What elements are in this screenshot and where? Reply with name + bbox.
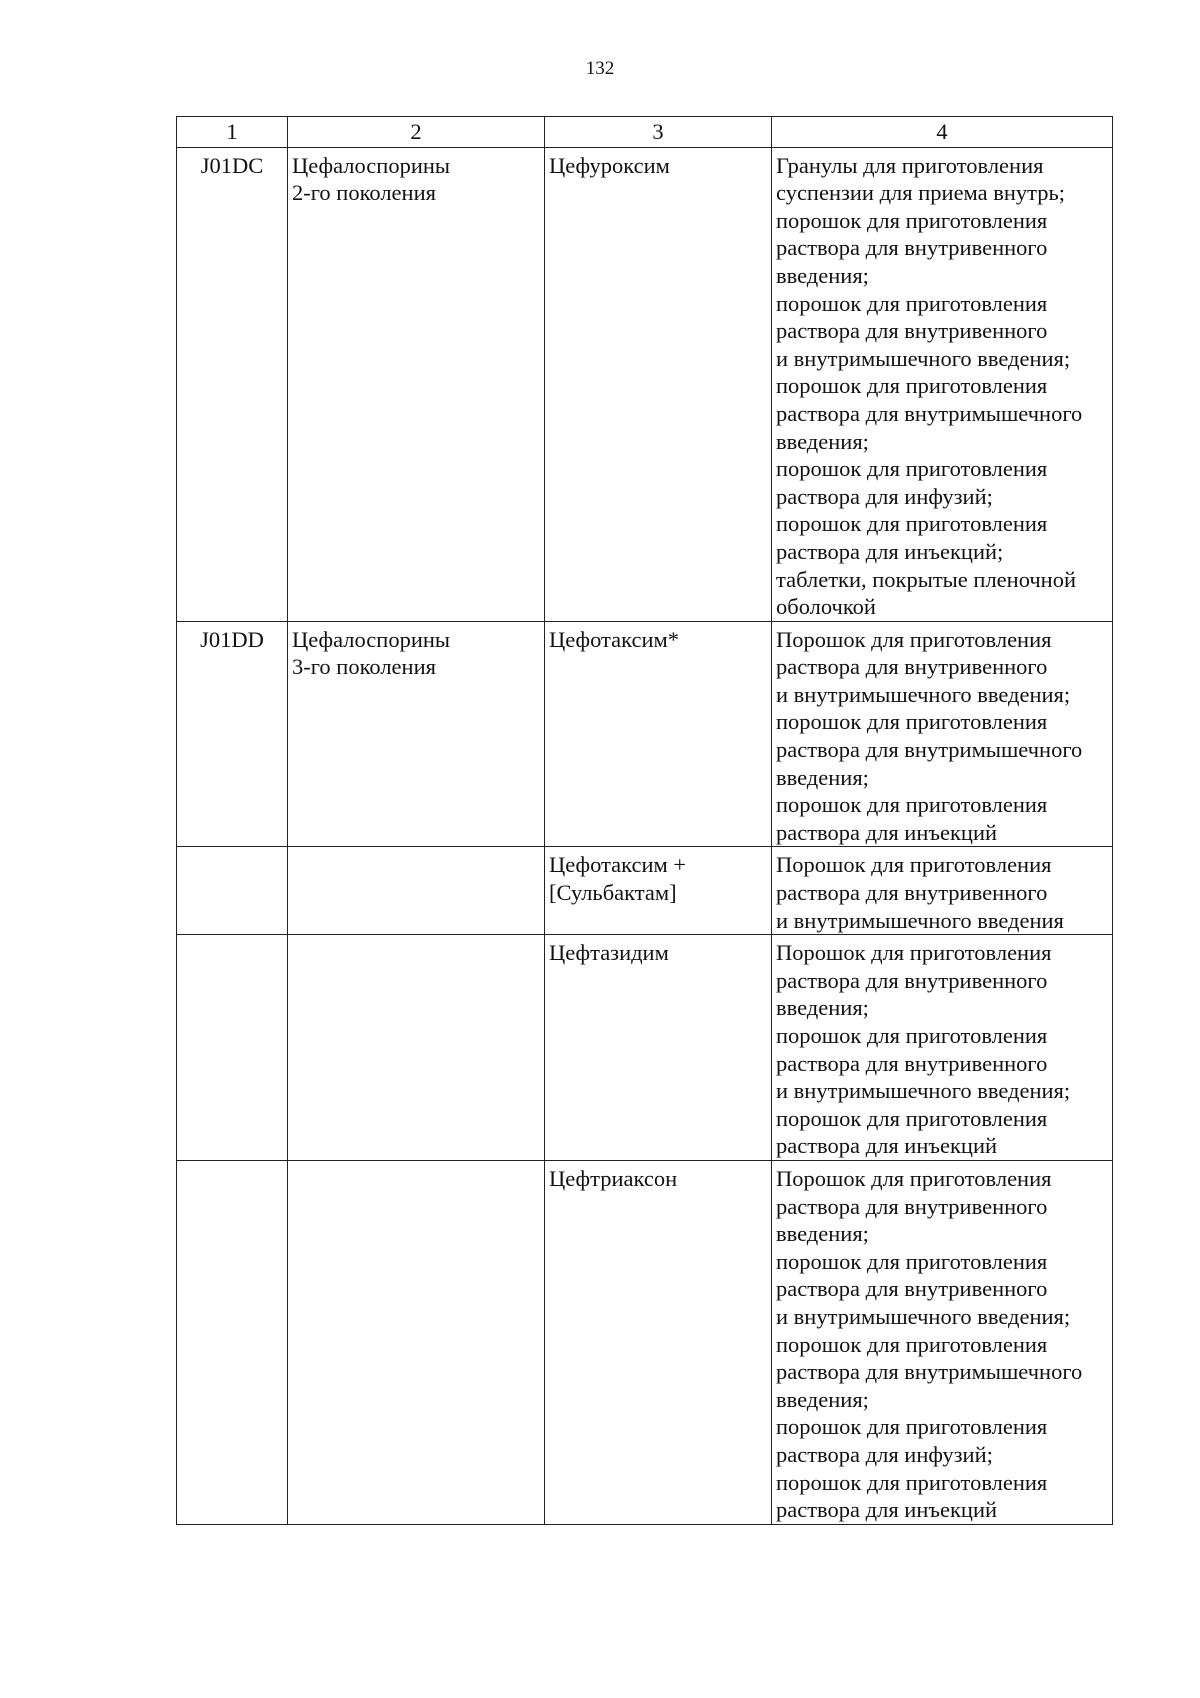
table-row	[177, 935, 1113, 1161]
group-name-cell	[288, 935, 545, 1161]
dosage-forms-cell: Порошок для приготовления раствора для внутривенного введения; порошок для приготовления раствора для внутривенного и внутримышечного введения; порошок для приготовления раствора для внутримышечного введения; порошок для приготовления раствора для инфузий; порошок для приготовления раствора для инъекций	[772, 1160, 1113, 1524]
drug-name-cell: Цефтазидим	[545, 935, 772, 1161]
medication-table	[176, 116, 1113, 1525]
group-name-cell	[288, 847, 545, 935]
atc-code-cell	[177, 935, 288, 1161]
column-header-1: 1	[177, 117, 288, 148]
drug-name-cell: Цефуроксим	[545, 147, 772, 621]
drug-name-cell: Цефтриаксон	[545, 1160, 772, 1524]
table-row	[177, 1160, 1113, 1524]
drug-name-cell: Цефотаксим + [Сульбактам]	[545, 847, 772, 935]
atc-code-cell	[177, 1160, 288, 1524]
atc-code-cell: J01DD	[177, 621, 288, 847]
table-row	[177, 621, 1113, 847]
dosage-forms-cell: Порошок для приготовления раствора для внутривенного введения; порошок для приготовления раствора для внутривенного и внутримышечного введения; порошок для приготовления раствора для инъекций	[772, 935, 1113, 1161]
drug-name-cell: Цефотаксим*	[545, 621, 772, 847]
dosage-forms-cell: Порошок для приготовления раствора для внутривенного и внутримышечного введения	[772, 847, 1113, 935]
page-number: 132	[585, 58, 615, 79]
column-header-2: 2	[288, 117, 545, 148]
table-row	[177, 847, 1113, 935]
table-header-row	[177, 117, 1113, 148]
atc-code-cell: J01DC	[177, 147, 288, 621]
group-name-cell: Цефалоспорины 3-го поколения	[288, 621, 545, 847]
dosage-forms-cell: Порошок для приготовления раствора для внутривенного и внутримышечного введения; порошок для приготовления раствора для внутримышечного введения; порошок для приготовления раствора для инъекций	[772, 621, 1113, 847]
column-header-3: 3	[545, 117, 772, 148]
group-name-cell: Цефалоспорины 2-го поколения	[288, 147, 545, 621]
dosage-forms-cell: Гранулы для приготовления суспензии для приема внутрь; порошок для приготовления раствора для внутривенного введения; порошок для приготовления раствора для внутривенного и внутримышечного введения; порошок для приготовления раствора для внутримышечного введения; порошок для приготовления раствора для инфузий; порошок для приготовления раствора для инъекций; таблетки, покрытые пленочной оболочкой	[772, 147, 1113, 621]
group-name-cell	[288, 1160, 545, 1524]
atc-code-cell	[177, 847, 288, 935]
column-header-4: 4	[772, 117, 1113, 148]
table-row	[177, 147, 1113, 621]
